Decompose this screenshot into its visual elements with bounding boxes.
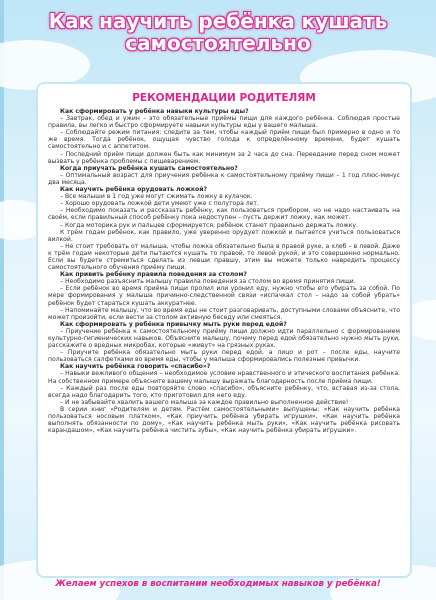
paragraph: – Навыки вежливого общения – необходимое условие нравственного и этического воспитания ребёнка. На собственном примере объясните вашему малышу выражать благодарность после приёма пищи. (48, 370, 400, 385)
paragraph: – Приучение ребёнка к самостоятельному приёму пищи должно идти параллельно с формированием культурно-гигиенических навыков. Объясните малышу, почему перед едой обязательно нужно мыть руки, расскажите о вредных микробах, которые «живут» на грязных руках. (48, 327, 400, 350)
paragraph: – Напоминайте малышу, что во время еды не стоит разговаривать, доступными словами объясните, что может произойти, если вести за столом активную беседу или смеяться. (48, 306, 400, 321)
question-heading: Когда приучать ребёнка кушать самостоятельно? (60, 164, 238, 172)
page-title (0, 10, 436, 54)
paragraph: К трём годам ребёнок, как правило, уже уверенно орудует ложкой и пытается учиться пользоваться вилкой. (48, 228, 400, 243)
question-heading: Как научить ребёнка говорить «спасибо»? (60, 363, 211, 371)
card-heading: РЕКОМЕНДАЦИИ РОДИТЕЛЯМ (132, 92, 316, 104)
question-heading: Как сформировать у ребёнка навыки культуры еды? (60, 108, 249, 115)
paragraph: – Если ребёнок во время приёма пищи пролил или уронил еду, нужно чтобы его убирать за собой. По мере формирования у малыша причинно-следственной связи «испачкал стол – надо за собой убрать» ребёнок будет стараться кушать аккуратнее. (48, 285, 400, 307)
paragraph: – Оптимальный возраст для приучения ребёнка к самостоятельному приёму пищи – 1 год плюс-минус два месяца. (48, 171, 400, 186)
card-body (48, 108, 400, 434)
paragraph: – Не стоит требовать от малыша, чтобы ложка обязательно была в правой руке, а хлеб – в левой. Даже к трём годам некоторые дети пытаются кушать то правой, то левой рукой, и это совершенно нормально. Если вы будете стремиться сделать из левши правшу, этим вы можете только навредить процессу самостоятельного обучения приёму пищи. (48, 242, 400, 272)
paragraph: – Когда моторика рук и пальцев сформируется, ребёнок станет правильно держать ложку. (60, 221, 358, 229)
paragraph: – Приучите ребёнка обязательно мыть руки перед едой, а лицо и рот – после еды, научите пользоваться салфетками во время еды, чтобы у малыша сформировались полезные привычки. (48, 349, 400, 364)
paragraph: – Необходимо разъяснить малышу правила поведения за столом во время принятия пищи. (60, 278, 356, 286)
question-heading: Как сформировать у ребёнка привычку мыть руки перед едой? (60, 320, 287, 328)
paragraph: – Завтрак, обед и ужин – это обязательные приёмы пищи для каждого ребёнка. Соблюдая простые правила, вы легко и быстро сформируете навыки культуры еды у вашего малыша. (48, 115, 400, 130)
paragraph: – Соблюдайте режим питания: следите за тем, чтобы каждый приём пищи был примерно в одно и то же время. Тогда ребёнок, ощущая чувство голода к определённому времени, будет кушать самостоятельно и с аппетитом. (48, 129, 400, 151)
paragraph: – И не забывайте хвалить вашего малыша за каждое правильно выполненное действие! (60, 398, 349, 406)
decorative-border (0, 0, 4, 600)
title-line-1: Как научить ребёнка кушать (48, 9, 388, 33)
recommendations-card (38, 84, 410, 576)
paragraph: – Хорошо орудовать ложкой дети умеют уже с полутора лет. (60, 200, 259, 208)
paragraph: В серии книг «Родителям и детям. Растём самостоятельными» выпущены: «Как научить ребёнка пользоваться носовым платком», «Как приучить ребёнка убирать игрушки», «Как научить ребёнка выполнять обязанности по дому», «Как научить ребёнка мыть руки», «Как научить ребёнка рисовать карандашом», «Как научить ребёнка чистить зубы», «Как научить ребёнка убирать игрушки». (48, 405, 400, 435)
question-heading: Как научить ребёнка орудовать ложкой? (60, 186, 208, 194)
question-heading: Как привить ребёнку правила поведения за столом? (60, 271, 247, 279)
paragraph: – Последний приём пищи должен быть как минимум за 2 часа до сна. Переедание перед сном может вызвать у ребёнка проблемы с пищеварением. (48, 150, 400, 165)
footer-wish: Желаем успехов в воспитании необходимых навыков у ребёнка! (55, 579, 381, 589)
paragraph: – Каждый раз после еды повторяйте слово «спасибо», объясните ребёнку, что, вставая из-за стола, всегда надо благодарить того, кто приготовил для него еду. (48, 384, 400, 399)
paragraph: – Все малыши в 1 год уже могут сжимать ложку в кулачок. (60, 193, 253, 201)
title-line-2: самостоятельно (125, 31, 311, 55)
paragraph: – Необходимо показать и рассказать ребёнку, как пользоваться прибором, но не надо настаивать на своём, если правильный способ ребёнку пока недоступен – пусть держит ложку, как может. (48, 207, 400, 222)
